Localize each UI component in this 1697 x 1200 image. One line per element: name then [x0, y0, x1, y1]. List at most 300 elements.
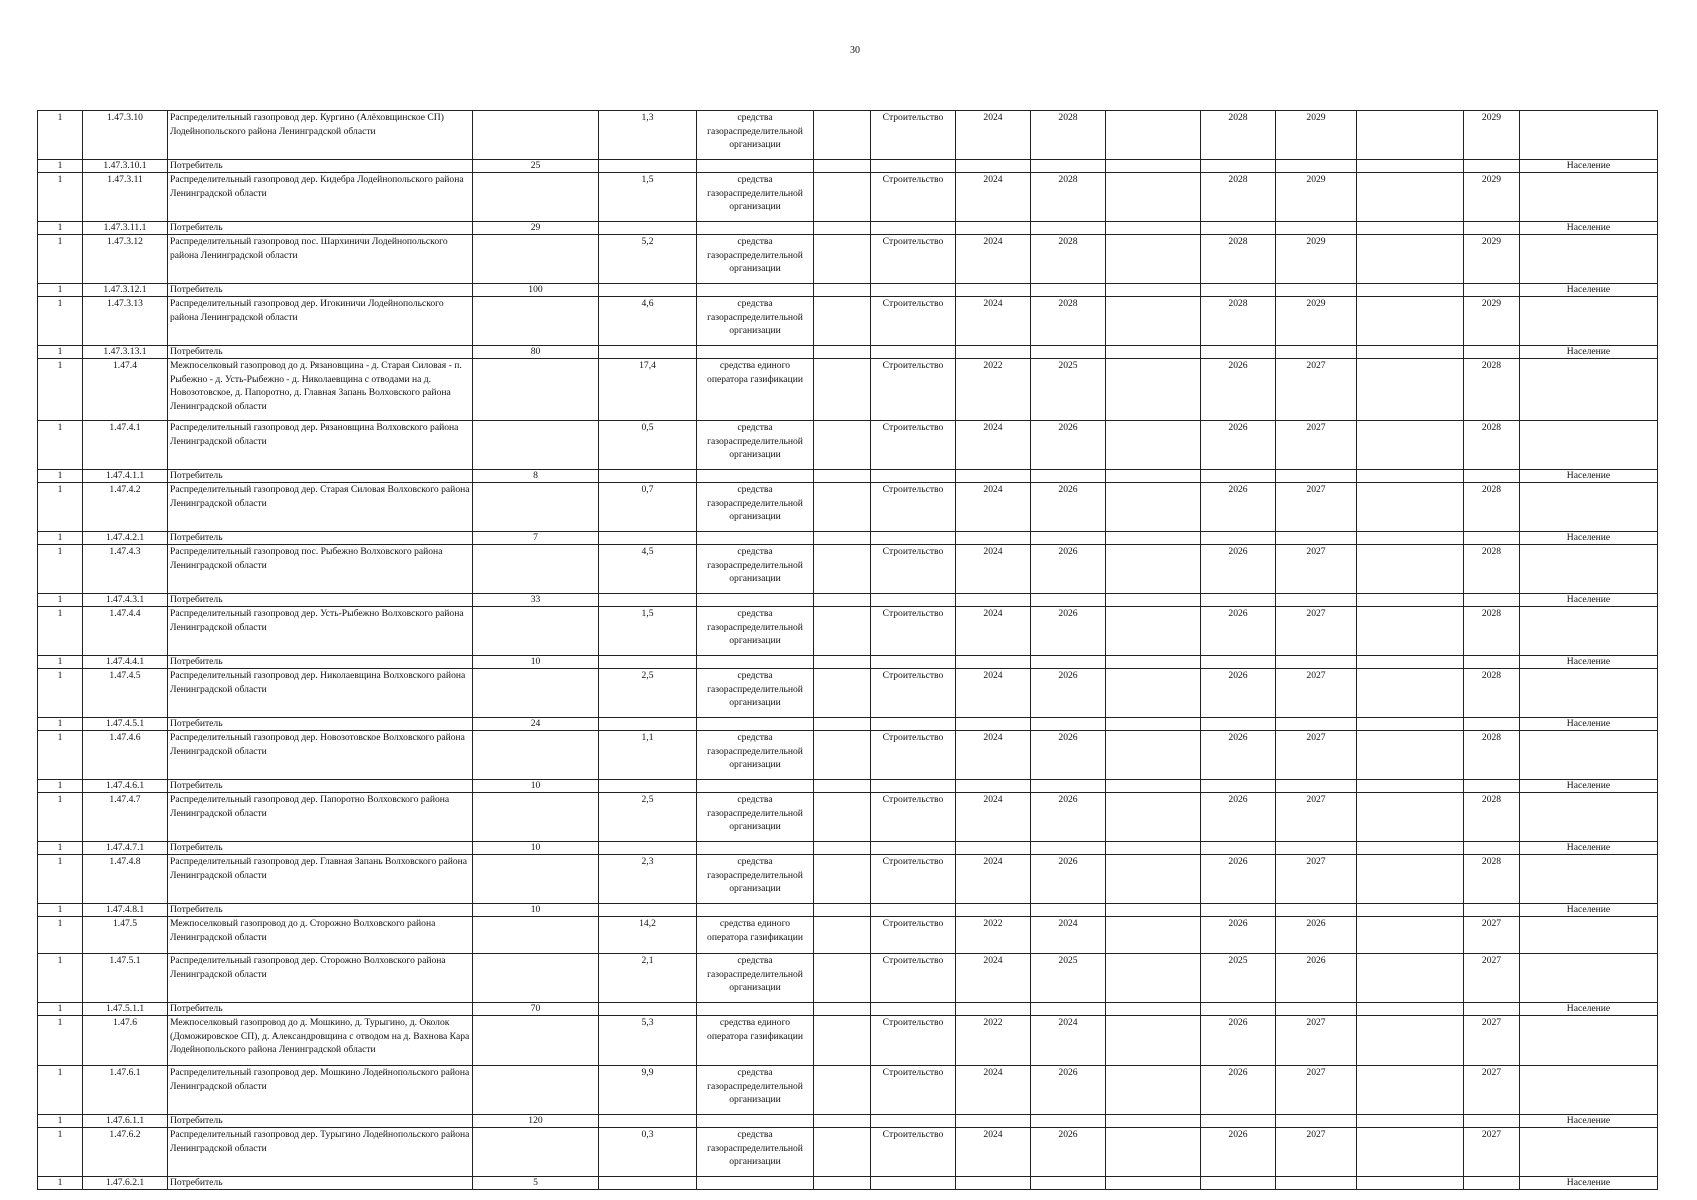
year-build: 2026 — [1201, 483, 1276, 532]
row-index: 1 — [38, 235, 83, 284]
year-connect: 2028 — [1464, 793, 1520, 842]
row-code: 1.47.4.7 — [83, 793, 168, 842]
empty-cell — [1357, 904, 1464, 917]
year-build — [1201, 904, 1276, 917]
object-name: Распределительный газопровод дер. Главная Запань Волховского района Ленинградской области — [168, 855, 473, 904]
year-build: 2028 — [1201, 111, 1276, 160]
year-start — [956, 160, 1031, 173]
object-name: Распределительный газопровод дер. Старая Силовая Волховского района Ленинградской области — [168, 483, 473, 532]
year-commission — [1276, 532, 1357, 545]
table-row — [38, 1128, 1658, 1177]
year-commission — [1276, 594, 1357, 607]
empty-cell — [1106, 483, 1201, 532]
gasification-table — [37, 110, 1658, 1190]
work-type: Строительство — [871, 421, 956, 470]
year-connect — [1464, 594, 1520, 607]
work-type — [871, 222, 956, 235]
empty-cell — [1106, 1128, 1201, 1177]
empty-cell — [1106, 235, 1201, 284]
consumer-category — [1520, 1066, 1658, 1115]
pipeline-length — [599, 1003, 697, 1016]
work-type — [871, 1115, 956, 1128]
consumers-count — [473, 669, 599, 718]
empty-cell — [1106, 359, 1201, 421]
year-design-end — [1031, 1177, 1106, 1190]
work-type — [871, 780, 956, 793]
table-row — [38, 421, 1658, 470]
consumers-count: 7 — [473, 532, 599, 545]
empty-cell — [814, 656, 871, 669]
table-row-consumer — [38, 346, 1658, 359]
object-name: Распределительный газопровод дер. Кургино (Алёховщинское СП) Лодейнопольского района Ленинградской области — [168, 111, 473, 160]
consumers-count — [473, 793, 599, 842]
row-index: 1 — [38, 173, 83, 222]
object-name: Межпоселковый газопровод до д. Рязановщина - д. Старая Силовая - п. Рыбежно - д. Усть-Рыбежно - д. Николаевщина с отводами на д. Новозотовское, д. Папоротно, д. Главная Запань Волховского района Ленинградской области — [168, 359, 473, 421]
year-commission: 2027 — [1276, 793, 1357, 842]
funding-source: средства газораспределительной организации — [697, 1066, 814, 1115]
object-name: Потребитель — [168, 284, 473, 297]
empty-cell — [1106, 297, 1201, 346]
year-build: 2026 — [1201, 855, 1276, 904]
row-index: 1 — [38, 483, 83, 532]
year-connect: 2027 — [1464, 1016, 1520, 1066]
empty-cell — [814, 421, 871, 470]
empty-cell — [1106, 656, 1201, 669]
empty-cell — [1106, 954, 1201, 1003]
pipeline-length — [599, 842, 697, 855]
table-row — [38, 173, 1658, 222]
year-connect — [1464, 470, 1520, 483]
empty-cell — [1106, 222, 1201, 235]
consumer-category: Население — [1520, 532, 1658, 545]
work-type: Строительство — [871, 173, 956, 222]
row-code: 1.47.3.11 — [83, 173, 168, 222]
consumer-category — [1520, 483, 1658, 532]
year-connect — [1464, 718, 1520, 731]
consumers-count: 70 — [473, 1003, 599, 1016]
table-row-consumer — [38, 718, 1658, 731]
object-name: Распределительный газопровод пос. Шархиничи Лодейнопольского района Ленинградской области — [168, 235, 473, 284]
empty-cell — [1106, 1016, 1201, 1066]
funding-source: средства газораспределительной организации — [697, 731, 814, 780]
year-connect — [1464, 346, 1520, 359]
consumer-category: Население — [1520, 1003, 1658, 1016]
empty-cell — [1357, 780, 1464, 793]
year-start: 2024 — [956, 235, 1031, 284]
funding-source: средства газораспределительной организации — [697, 954, 814, 1003]
work-type: Строительство — [871, 917, 956, 954]
empty-cell — [1357, 346, 1464, 359]
empty-cell — [1106, 855, 1201, 904]
row-code: 1.47.6.2 — [83, 1128, 168, 1177]
table-row — [38, 669, 1658, 718]
work-type: Строительство — [871, 545, 956, 594]
table-row — [38, 1066, 1658, 1115]
year-build: 2026 — [1201, 731, 1276, 780]
row-code: 1.47.4.8.1 — [83, 904, 168, 917]
year-commission: 2029 — [1276, 235, 1357, 284]
empty-cell — [1106, 470, 1201, 483]
empty-cell — [1106, 284, 1201, 297]
work-type — [871, 594, 956, 607]
funding-source — [697, 1115, 814, 1128]
year-commission: 2027 — [1276, 855, 1357, 904]
consumers-count — [473, 607, 599, 656]
funding-source — [697, 470, 814, 483]
row-code: 1.47.5.1.1 — [83, 1003, 168, 1016]
work-type — [871, 160, 956, 173]
work-type — [871, 1003, 956, 1016]
year-commission — [1276, 222, 1357, 235]
year-connect: 2028 — [1464, 359, 1520, 421]
row-code: 1.47.4.5 — [83, 669, 168, 718]
year-design-end — [1031, 1003, 1106, 1016]
year-commission: 2026 — [1276, 917, 1357, 954]
year-design-end: 2026 — [1031, 855, 1106, 904]
object-name: Распределительный газопровод дер. Турыгино Лодейнопольского района Ленинградской области — [168, 1128, 473, 1177]
year-connect: 2028 — [1464, 545, 1520, 594]
year-build — [1201, 160, 1276, 173]
empty-cell — [1106, 904, 1201, 917]
pipeline-length: 4,5 — [599, 545, 697, 594]
funding-source — [697, 842, 814, 855]
pipeline-length: 1,3 — [599, 111, 697, 160]
row-code: 1.47.4.1 — [83, 421, 168, 470]
funding-source: средства газораспределительной организации — [697, 793, 814, 842]
funding-source: средства газораспределительной организации — [697, 855, 814, 904]
funding-source — [697, 780, 814, 793]
empty-cell — [1357, 917, 1464, 954]
consumers-count — [473, 731, 599, 780]
table-row — [38, 359, 1658, 421]
empty-cell — [814, 111, 871, 160]
year-design-end — [1031, 594, 1106, 607]
empty-cell — [1106, 173, 1201, 222]
object-name: Потребитель — [168, 780, 473, 793]
object-name: Потребитель — [168, 1177, 473, 1190]
empty-cell — [1357, 284, 1464, 297]
consumers-count — [473, 1066, 599, 1115]
empty-cell — [1357, 1016, 1464, 1066]
year-start: 2024 — [956, 731, 1031, 780]
object-name: Потребитель — [168, 222, 473, 235]
consumers-count — [473, 421, 599, 470]
table-row-consumer — [38, 1115, 1658, 1128]
empty-cell — [1357, 855, 1464, 904]
year-commission — [1276, 1177, 1357, 1190]
year-connect — [1464, 1115, 1520, 1128]
work-type — [871, 1177, 956, 1190]
pipeline-length: 0,3 — [599, 1128, 697, 1177]
consumers-count — [473, 917, 599, 954]
pipeline-length: 1,5 — [599, 173, 697, 222]
empty-cell — [814, 222, 871, 235]
year-commission — [1276, 780, 1357, 793]
consumer-category — [1520, 545, 1658, 594]
year-start: 2024 — [956, 1128, 1031, 1177]
year-build — [1201, 346, 1276, 359]
consumer-category — [1520, 607, 1658, 656]
year-build: 2026 — [1201, 917, 1276, 954]
row-index: 1 — [38, 594, 83, 607]
row-code: 1.47.4.5.1 — [83, 718, 168, 731]
empty-cell — [1357, 297, 1464, 346]
empty-cell — [814, 1128, 871, 1177]
empty-cell — [814, 669, 871, 718]
table-row-consumer — [38, 842, 1658, 855]
empty-cell — [1357, 1003, 1464, 1016]
consumers-count: 100 — [473, 284, 599, 297]
empty-cell — [814, 483, 871, 532]
consumer-category: Население — [1520, 842, 1658, 855]
year-start — [956, 780, 1031, 793]
consumers-count — [473, 855, 599, 904]
row-index: 1 — [38, 1115, 83, 1128]
funding-source — [697, 1177, 814, 1190]
consumer-category — [1520, 954, 1658, 1003]
consumers-count — [473, 954, 599, 1003]
empty-cell — [814, 594, 871, 607]
year-design-end — [1031, 160, 1106, 173]
work-type — [871, 284, 956, 297]
year-connect: 2027 — [1464, 1128, 1520, 1177]
year-start: 2024 — [956, 173, 1031, 222]
consumers-count — [473, 235, 599, 284]
year-build: 2026 — [1201, 1016, 1276, 1066]
work-type — [871, 656, 956, 669]
year-build — [1201, 1177, 1276, 1190]
object-name: Распределительный газопровод дер. Сторожно Волховского района Ленинградской области — [168, 954, 473, 1003]
consumer-category: Население — [1520, 346, 1658, 359]
funding-source — [697, 346, 814, 359]
empty-cell — [1106, 1177, 1201, 1190]
year-connect: 2027 — [1464, 917, 1520, 954]
pipeline-length: 5,3 — [599, 1016, 697, 1066]
consumer-category: Население — [1520, 1115, 1658, 1128]
work-type — [871, 718, 956, 731]
object-name: Потребитель — [168, 718, 473, 731]
year-build: 2026 — [1201, 359, 1276, 421]
pipeline-length — [599, 284, 697, 297]
empty-cell — [814, 545, 871, 594]
pipeline-length: 14,2 — [599, 917, 697, 954]
work-type — [871, 470, 956, 483]
row-index: 1 — [38, 1066, 83, 1115]
consumers-count: 10 — [473, 842, 599, 855]
pipeline-length: 4,6 — [599, 297, 697, 346]
work-type: Строительство — [871, 855, 956, 904]
year-start: 2024 — [956, 111, 1031, 160]
consumers-count: 29 — [473, 222, 599, 235]
empty-cell — [814, 607, 871, 656]
row-code: 1.47.4.3.1 — [83, 594, 168, 607]
work-type: Строительство — [871, 1066, 956, 1115]
year-connect — [1464, 1003, 1520, 1016]
empty-cell — [814, 917, 871, 954]
year-connect — [1464, 160, 1520, 173]
year-connect — [1464, 656, 1520, 669]
year-commission — [1276, 904, 1357, 917]
year-commission — [1276, 656, 1357, 669]
year-commission: 2027 — [1276, 1066, 1357, 1115]
year-design-end: 2026 — [1031, 793, 1106, 842]
table-row — [38, 954, 1658, 1003]
row-code: 1.47.3.12.1 — [83, 284, 168, 297]
consumers-count: 10 — [473, 656, 599, 669]
table-row-consumer — [38, 594, 1658, 607]
year-commission — [1276, 284, 1357, 297]
year-commission: 2027 — [1276, 545, 1357, 594]
empty-cell — [1357, 842, 1464, 855]
empty-cell — [1357, 545, 1464, 594]
empty-cell — [814, 1066, 871, 1115]
row-index: 1 — [38, 421, 83, 470]
object-name: Распределительный газопровод дер. Игокиничи Лодейнопольского района Ленинградской области — [168, 297, 473, 346]
object-name: Распределительный газопровод дер. Кидебра Лодейнопольского района Ленинградской области — [168, 173, 473, 222]
year-build: 2025 — [1201, 954, 1276, 1003]
empty-cell — [814, 1115, 871, 1128]
consumers-count: 5 — [473, 1177, 599, 1190]
row-code: 1.47.4.6 — [83, 731, 168, 780]
consumers-count: 120 — [473, 1115, 599, 1128]
empty-cell — [1106, 731, 1201, 780]
year-design-end — [1031, 470, 1106, 483]
year-start — [956, 1003, 1031, 1016]
funding-source — [697, 904, 814, 917]
year-design-end — [1031, 222, 1106, 235]
empty-cell — [1357, 1115, 1464, 1128]
pipeline-length: 2,3 — [599, 855, 697, 904]
row-code: 1.47.4 — [83, 359, 168, 421]
row-index: 1 — [38, 1016, 83, 1066]
consumers-count: 10 — [473, 780, 599, 793]
row-code: 1.47.4.4.1 — [83, 656, 168, 669]
row-code: 1.47.4.4 — [83, 607, 168, 656]
pipeline-length: 1,5 — [599, 607, 697, 656]
consumer-category — [1520, 669, 1658, 718]
year-design-end: 2026 — [1031, 607, 1106, 656]
year-commission: 2027 — [1276, 421, 1357, 470]
empty-cell — [1106, 346, 1201, 359]
year-commission: 2027 — [1276, 1128, 1357, 1177]
year-design-end: 2026 — [1031, 421, 1106, 470]
year-connect: 2028 — [1464, 669, 1520, 718]
year-start: 2024 — [956, 855, 1031, 904]
year-start — [956, 718, 1031, 731]
row-index: 1 — [38, 718, 83, 731]
consumer-category: Население — [1520, 656, 1658, 669]
object-name: Распределительный газопровод дер. Усть-Рыбежно Волховского района Ленинградской области — [168, 607, 473, 656]
empty-cell — [814, 284, 871, 297]
consumer-category — [1520, 297, 1658, 346]
pipeline-length: 17,4 — [599, 359, 697, 421]
row-index: 1 — [38, 904, 83, 917]
year-start — [956, 284, 1031, 297]
year-build: 2026 — [1201, 1128, 1276, 1177]
empty-cell — [1106, 607, 1201, 656]
work-type: Строительство — [871, 111, 956, 160]
work-type: Строительство — [871, 297, 956, 346]
object-name: Потребитель — [168, 904, 473, 917]
consumers-count — [473, 483, 599, 532]
funding-source — [697, 656, 814, 669]
funding-source: средства газораспределительной организации — [697, 111, 814, 160]
funding-source: средства газораспределительной организации — [697, 669, 814, 718]
year-connect: 2028 — [1464, 855, 1520, 904]
row-index: 1 — [38, 284, 83, 297]
year-design-end: 2025 — [1031, 359, 1106, 421]
row-code: 1.47.4.3 — [83, 545, 168, 594]
work-type — [871, 842, 956, 855]
funding-source: средства газораспределительной организации — [697, 1128, 814, 1177]
year-design-end: 2028 — [1031, 297, 1106, 346]
object-name: Распределительный газопровод дер. Папоротно Волховского района Ленинградской области — [168, 793, 473, 842]
table-row-consumer — [38, 656, 1658, 669]
row-code: 1.47.6.2.1 — [83, 1177, 168, 1190]
pipeline-length: 9,9 — [599, 1066, 697, 1115]
work-type: Строительство — [871, 954, 956, 1003]
empty-cell — [814, 904, 871, 917]
year-connect — [1464, 532, 1520, 545]
consumers-count — [473, 359, 599, 421]
table-row — [38, 483, 1658, 532]
year-design-end: 2026 — [1031, 545, 1106, 594]
empty-cell — [1357, 173, 1464, 222]
year-design-end — [1031, 532, 1106, 545]
year-build: 2026 — [1201, 793, 1276, 842]
empty-cell — [1357, 718, 1464, 731]
row-index: 1 — [38, 1128, 83, 1177]
funding-source — [697, 284, 814, 297]
year-build — [1201, 1115, 1276, 1128]
table-row — [38, 297, 1658, 346]
year-design-end — [1031, 904, 1106, 917]
consumers-count: 33 — [473, 594, 599, 607]
year-start: 2024 — [956, 954, 1031, 1003]
empty-cell — [814, 359, 871, 421]
funding-source: средства газораспределительной организации — [697, 545, 814, 594]
year-connect: 2027 — [1464, 1066, 1520, 1115]
year-start — [956, 346, 1031, 359]
year-design-end: 2028 — [1031, 111, 1106, 160]
consumer-category — [1520, 173, 1658, 222]
funding-source — [697, 222, 814, 235]
year-commission — [1276, 842, 1357, 855]
consumer-category: Население — [1520, 284, 1658, 297]
empty-cell — [814, 954, 871, 1003]
pipeline-length: 5,2 — [599, 235, 697, 284]
empty-cell — [1357, 954, 1464, 1003]
empty-cell — [1106, 1003, 1201, 1016]
empty-cell — [814, 1016, 871, 1066]
empty-cell — [1357, 532, 1464, 545]
funding-source: средства газораспределительной организации — [697, 173, 814, 222]
empty-cell — [1357, 160, 1464, 173]
row-index: 1 — [38, 359, 83, 421]
consumer-category: Население — [1520, 1177, 1658, 1190]
year-build: 2026 — [1201, 669, 1276, 718]
pipeline-length: 2,5 — [599, 669, 697, 718]
empty-cell — [1106, 160, 1201, 173]
row-code: 1.47.4.8 — [83, 855, 168, 904]
year-connect: 2029 — [1464, 297, 1520, 346]
year-build — [1201, 594, 1276, 607]
object-name: Распределительный газопровод пос. Рыбежно Волховского района Ленинградской области — [168, 545, 473, 594]
year-connect — [1464, 842, 1520, 855]
row-index: 1 — [38, 1003, 83, 1016]
funding-source — [697, 594, 814, 607]
year-start: 2024 — [956, 297, 1031, 346]
